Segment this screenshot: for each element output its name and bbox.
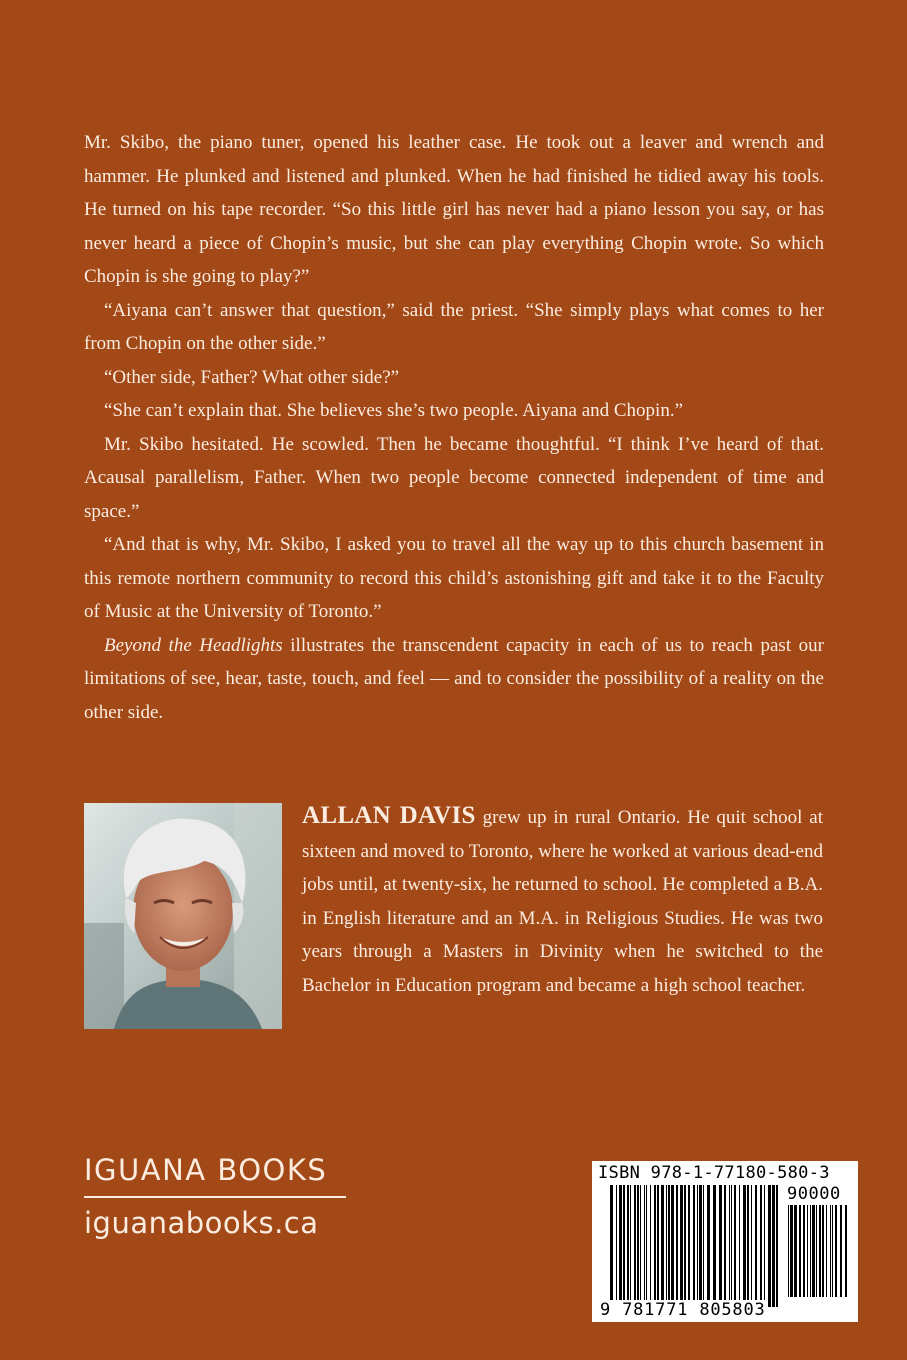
barcode-bar	[729, 1185, 730, 1307]
barcode-bar	[616, 1185, 617, 1307]
barcode-bar	[807, 1205, 808, 1297]
barcode-bar	[654, 1185, 656, 1307]
barcode-bar	[819, 1205, 821, 1297]
barcode-bar	[619, 1185, 622, 1307]
barcode-bar	[703, 1185, 704, 1307]
blurb-paragraph: Mr. Skibo hesitated. He scowled. Then he became thoughtful. “I think I’ve heard of that. Acausal parallelism, Father. When two people become connected independent of time and space.”	[84, 433, 824, 522]
book-title: Beyond the Headlights	[104, 634, 283, 656]
addon-barcode-bars	[788, 1205, 850, 1297]
barcode-bar	[731, 1185, 732, 1307]
barcode-bar	[772, 1185, 775, 1307]
blurb-closing-paragraph	[84, 629, 824, 730]
barcode-bar	[610, 1185, 613, 1307]
barcode-bar	[734, 1185, 736, 1307]
barcode-bar	[794, 1205, 797, 1297]
isbn-barcode	[592, 1161, 858, 1322]
barcode-bar	[634, 1185, 636, 1307]
barcode-bar	[810, 1205, 811, 1297]
blurb-paragraph: “She can’t explain that. She believes she’s two people. Aiyana and Chopin.”	[104, 400, 684, 421]
blurb-paragraph: Mr. Skibo, the piano tuner, opened his leather case. He took out a leaver and wrench and hammer. He plunked and listened and plunked. When he had finished he tidied away his tools. He turned on his tape recorder. “So this little girl has never had a piano lesson you say, or has never heard a piece of Chopin’s music, but she can play everything Chopin wrote. So which Chopin is she going to play?”	[84, 132, 824, 287]
barcode-bar	[671, 1185, 674, 1307]
barcode-bar	[627, 1185, 629, 1307]
publisher-name: IGUANA BOOKS	[84, 1153, 328, 1187]
blurb-paragraph: “Aiyana can’t answer that question,” said the priest. “She simply plays what comes to her from Chopin on the other side.”	[84, 299, 824, 354]
barcode-bar	[650, 1185, 651, 1307]
barcode-bar	[747, 1185, 749, 1307]
barcode-bar	[743, 1185, 746, 1307]
barcode-bar	[680, 1185, 683, 1307]
barcode-bar	[661, 1185, 664, 1307]
barcode-bar	[764, 1185, 765, 1307]
barcode-bar	[822, 1205, 824, 1297]
barcode-bar	[684, 1185, 686, 1307]
barcode-bar	[724, 1185, 726, 1307]
barcode-bar	[816, 1205, 817, 1297]
barcode-bar	[630, 1185, 631, 1307]
barcode-bar	[688, 1185, 690, 1307]
ean-barcode-bars	[610, 1185, 782, 1307]
barcode-bar	[768, 1185, 771, 1307]
blurb-paragraph: “And that is why, Mr. Skibo, I asked you to travel all the way up to this church basement in this remote northern community to record this child’s astonishing gift and take it to the Faculty of Music at the University of Toronto.”	[84, 534, 824, 622]
ean-digits: 9 781771 805803	[600, 1300, 766, 1320]
closing-text: illustrates the transcendent capacity in each of us to reach past our limitations of see, hear, taste, touch, and feel — and to consider the possibility of a reality on the other side.	[84, 634, 824, 723]
barcode-bar	[776, 1185, 778, 1307]
barcode-bar	[840, 1205, 842, 1297]
barcode-bar	[637, 1185, 639, 1307]
barcode-bar	[668, 1185, 670, 1307]
barcode-bar	[812, 1205, 815, 1297]
barcode-bar	[755, 1185, 757, 1307]
back-cover-blurb	[84, 126, 824, 729]
author-name: ALLAN DAVIS	[302, 802, 476, 829]
barcode-bar	[739, 1185, 740, 1307]
barcode-bar	[646, 1185, 647, 1307]
author-bio-text: grew up in rural Ontario. He quit school at sixteen and moved to Toronto, where he worked at various dead-end jobs until, at twenty-six, he returned to school. He completed a B.A. in English literature and an M.A. in Religious Studies. He was two years through a Masters in Divinity when he switched to the Bachelor in Education program and became a high school teacher.	[302, 807, 824, 996]
author-photo	[84, 803, 282, 1029]
barcode-bar	[826, 1205, 827, 1297]
barcode-bar	[799, 1205, 801, 1297]
blurb-paragraph: “Other side, Father? What other side?”	[104, 366, 400, 388]
barcode-bar	[666, 1185, 667, 1307]
barcode-bar	[760, 1185, 762, 1307]
barcode-bar	[719, 1185, 722, 1307]
barcode-bar	[623, 1185, 625, 1307]
barcode-bar	[676, 1185, 678, 1307]
barcode-bar	[830, 1205, 831, 1297]
barcode-bar	[835, 1205, 837, 1297]
barcode-bar	[657, 1185, 659, 1307]
barcode-bar	[713, 1185, 716, 1307]
publisher-block	[84, 1153, 346, 1240]
isbn-number: ISBN 978-1-77180-580-3	[598, 1163, 830, 1183]
barcode-bar	[644, 1185, 645, 1307]
author-bio	[302, 799, 823, 1002]
barcode-bar	[832, 1205, 833, 1297]
barcode-bar	[699, 1185, 702, 1307]
barcode-bar	[707, 1185, 710, 1307]
barcode-bar	[693, 1185, 695, 1307]
publisher-divider	[84, 1196, 346, 1198]
publisher-url: iguanabooks.ca	[84, 1206, 319, 1240]
barcode-bar	[790, 1205, 793, 1297]
price-code: 90000	[787, 1184, 841, 1204]
barcode-bar	[640, 1185, 641, 1307]
barcode-bar	[751, 1185, 752, 1307]
barcode-bar	[845, 1205, 847, 1297]
barcode-bar	[803, 1205, 805, 1297]
barcode-bar	[697, 1185, 698, 1307]
barcode-bar	[788, 1205, 789, 1297]
